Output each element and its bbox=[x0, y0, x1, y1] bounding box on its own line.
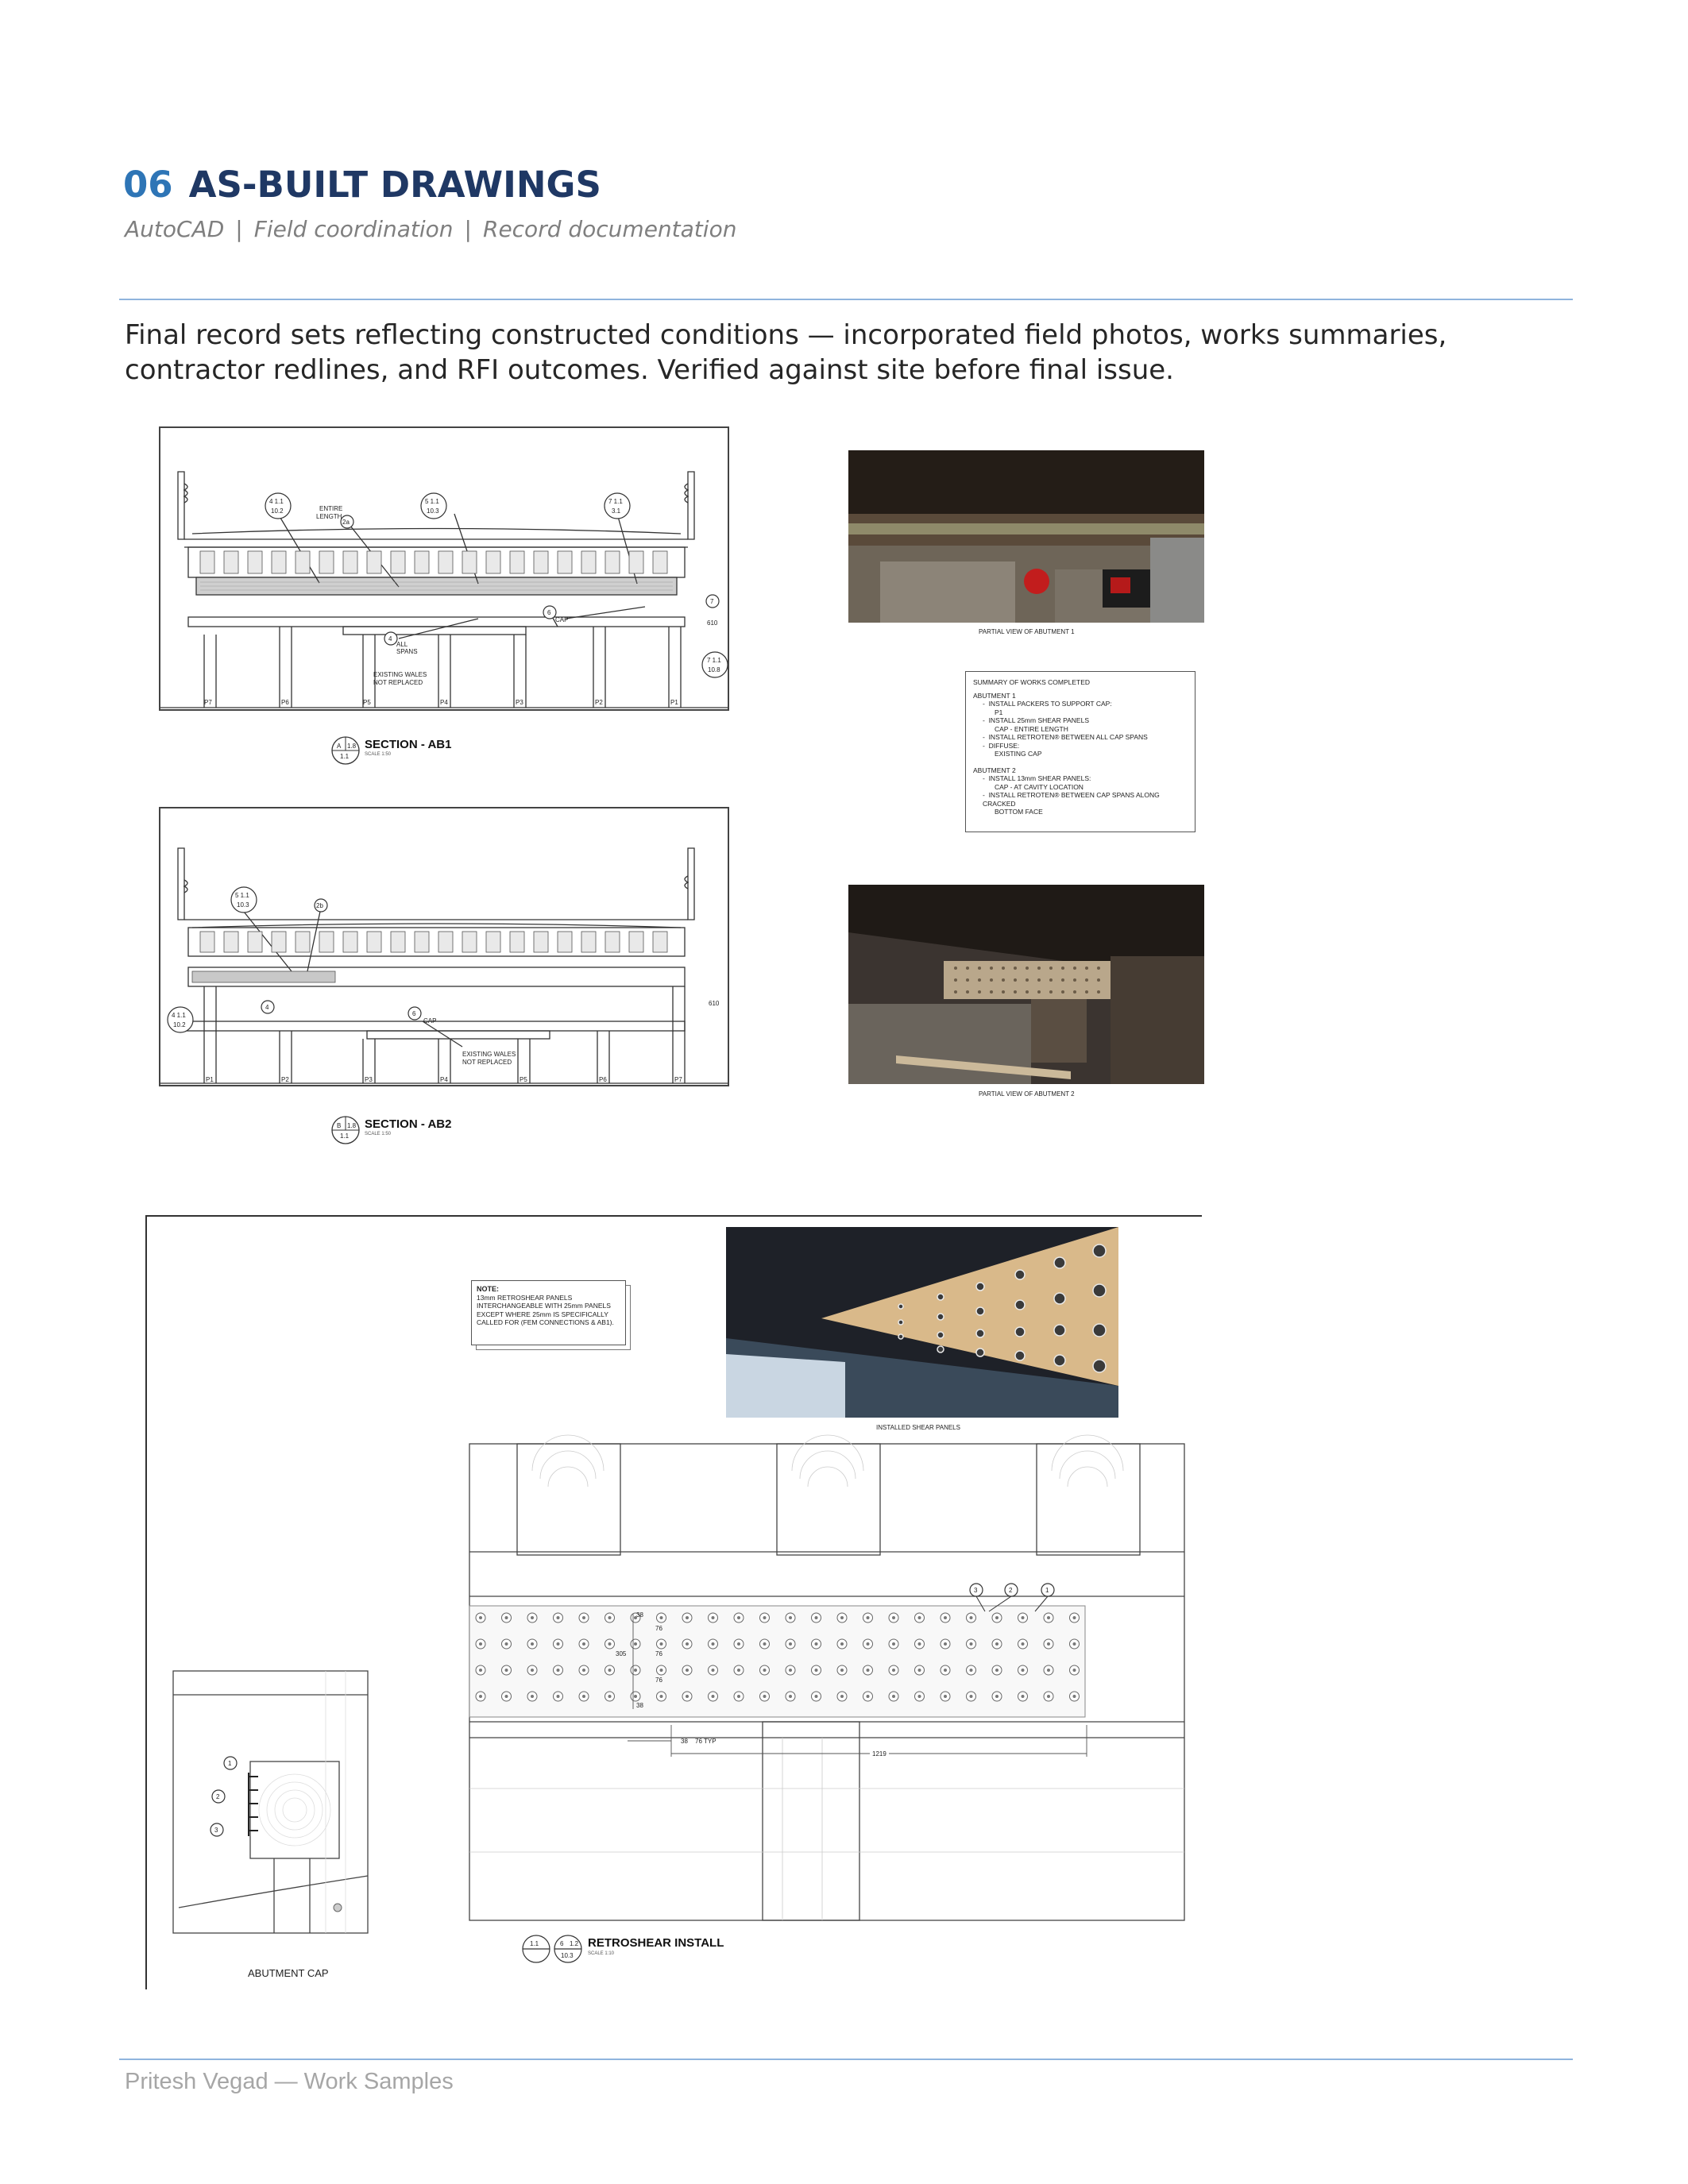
section-ab1-linework bbox=[160, 428, 729, 711]
works-ab1-l1: INSTALL PACKERS TO SUPPORT CAP: bbox=[988, 700, 1112, 708]
works-ab1-item: - INSTALL 25mm SHEAR PANELS bbox=[983, 716, 1089, 724]
bolt-center bbox=[737, 1616, 740, 1619]
bolt-center bbox=[582, 1642, 585, 1646]
bolt-center bbox=[970, 1695, 973, 1698]
dim-38: 38 bbox=[636, 1702, 643, 1709]
bolt-center bbox=[970, 1642, 973, 1646]
photo-installed-shear-panels bbox=[726, 1227, 1118, 1418]
note-heading: NOTE: bbox=[477, 1285, 499, 1293]
callout-2: 2 bbox=[1009, 1587, 1013, 1594]
balloon-4: 4 bbox=[265, 1004, 269, 1011]
works-ab1-l3: INSTALL 25mm SHEAR PANELS bbox=[988, 716, 1089, 724]
photo-installed-shear-panels-image bbox=[726, 1227, 1118, 1418]
caption-installed-shear-panels: INSTALLED SHEAR PANELS bbox=[876, 1424, 960, 1431]
bolt-center bbox=[1047, 1642, 1050, 1646]
photo-abutment-2-image bbox=[848, 885, 1204, 1084]
dimension-610: 610 bbox=[707, 619, 718, 627]
ab1-ref-a: A bbox=[337, 743, 342, 750]
callout-wales-1: EXISTING WALES bbox=[462, 1051, 516, 1058]
bolt-center bbox=[686, 1695, 689, 1698]
works-ab1-item: - INSTALL RETROTEN® BETWEEN ALL CAP SPANS bbox=[983, 733, 1148, 741]
bolt-center bbox=[634, 1669, 637, 1672]
tag-autocad: AutoCAD bbox=[125, 216, 225, 242]
callout-all-spans-2: SPANS bbox=[396, 648, 418, 655]
bolt-center bbox=[608, 1616, 612, 1619]
section-ab2-title: SECTION - AB2 bbox=[365, 1117, 452, 1131]
bolt-center bbox=[944, 1669, 947, 1672]
bolt-center bbox=[763, 1669, 767, 1672]
retroshear-scale: SCALE 1:10 bbox=[588, 1951, 615, 1956]
works-ab1-item: - INSTALL PACKERS TO SUPPORT CAP: bbox=[983, 700, 1112, 708]
bolt-center bbox=[557, 1616, 560, 1619]
intro-paragraph: Final record sets reflecting constructed conditions — incorporated field photos, works summaries, contractor redlines, and RFI outcomes. Verified against site before final issue. bbox=[125, 319, 1447, 386]
retroshear-note-box bbox=[471, 1280, 626, 1345]
bolt-center bbox=[1047, 1695, 1050, 1698]
balloon-b1-top: 5 1.1 bbox=[235, 892, 249, 899]
bolt-center bbox=[634, 1695, 637, 1698]
bolt-center bbox=[582, 1695, 585, 1698]
bolt-center bbox=[479, 1616, 482, 1619]
bolt-center bbox=[789, 1642, 792, 1646]
callout-cap: CAP bbox=[555, 616, 569, 623]
balloon-b3-bot: 3.1 bbox=[612, 507, 621, 515]
footer-divider bbox=[119, 2059, 1573, 2060]
note-line-3: EXCEPT WHERE 25mm IS SPECIFICALLY bbox=[477, 1310, 608, 1318]
callout-3: 3 bbox=[974, 1587, 978, 1594]
bolt-center bbox=[1022, 1642, 1025, 1646]
bolt-center bbox=[815, 1616, 818, 1619]
bolt-center bbox=[995, 1642, 999, 1646]
tag-record-documentation: Record documentation bbox=[482, 216, 737, 242]
section-ab1-scale: SCALE 1:50 bbox=[365, 752, 392, 757]
callout-cap: CAP bbox=[423, 1017, 437, 1024]
balloon-b1-top: 4 1.1 bbox=[269, 498, 284, 505]
abutment-cap-label: ABUTMENT CAP bbox=[248, 1967, 329, 1979]
bolt-center bbox=[815, 1695, 818, 1698]
bolt-center bbox=[686, 1616, 689, 1619]
bolt-center bbox=[1022, 1669, 1025, 1672]
tag-separator: | bbox=[235, 216, 243, 242]
bolt-center bbox=[712, 1669, 715, 1672]
section-number: 06 bbox=[123, 164, 173, 206]
photo-abutment-1-image bbox=[848, 450, 1204, 623]
pier-label: P6 bbox=[599, 1076, 607, 1083]
bolt-center bbox=[531, 1642, 534, 1646]
bolt-center bbox=[840, 1695, 844, 1698]
works-ab2-l3: INSTALL RETROTEN® BETWEEN CAP SPANS ALONG CRACKED bbox=[983, 791, 1160, 808]
section-ab2-drawing bbox=[159, 807, 729, 1086]
bolt-center bbox=[582, 1616, 585, 1619]
balloon-b2-top: 4 1.1 bbox=[172, 1012, 186, 1019]
retroshear-title: RETROSHEAR INSTALL bbox=[588, 1936, 724, 1950]
ab1-ref-c: 1.1 bbox=[340, 753, 350, 760]
section-ab2-title-block bbox=[330, 1114, 489, 1146]
pier-label: P4 bbox=[440, 1076, 448, 1083]
pier-label: P2 bbox=[281, 1076, 289, 1083]
works-ab1-heading: ABUTMENT 1 bbox=[973, 691, 1016, 700]
balloon-6: 6 bbox=[412, 1010, 416, 1017]
works-ab2-heading: ABUTMENT 2 bbox=[973, 766, 1016, 774]
works-ab2-item: - INSTALL 13mm SHEAR PANELS: bbox=[983, 774, 1091, 782]
retro-ref-b: 6 bbox=[560, 1940, 564, 1947]
detail-callout-2: 2 bbox=[216, 1793, 220, 1800]
bolt-center bbox=[995, 1695, 999, 1698]
ab2-ref-b: 1.8 bbox=[347, 1122, 357, 1129]
bolt-center bbox=[892, 1695, 895, 1698]
section-ab1-drawing bbox=[159, 426, 729, 711]
pier-label: P1 bbox=[670, 699, 678, 706]
bolt-center bbox=[763, 1695, 767, 1698]
bolt-center bbox=[479, 1669, 482, 1672]
dim-76-typ: 76 TYP bbox=[695, 1738, 717, 1745]
bolt-center bbox=[892, 1616, 895, 1619]
balloon-b2-top: 5 1.1 bbox=[425, 498, 439, 505]
bolt-center bbox=[944, 1616, 947, 1619]
bolt-center bbox=[815, 1669, 818, 1672]
bolt-center bbox=[505, 1669, 508, 1672]
bolt-center bbox=[892, 1642, 895, 1646]
ab2-ref-a: B bbox=[337, 1122, 342, 1129]
caption-abutment-1: PARTIAL VIEW OF ABUTMENT 1 bbox=[979, 628, 1075, 635]
callout-wales-2: NOT REPLACED bbox=[462, 1059, 512, 1066]
caption-abutment-2: PARTIAL VIEW OF ABUTMENT 2 bbox=[979, 1090, 1075, 1098]
bolt-center bbox=[815, 1642, 818, 1646]
bolt-center bbox=[1073, 1616, 1076, 1619]
bolt-center bbox=[712, 1642, 715, 1646]
section-ab2-scale: SCALE 1:50 bbox=[365, 1132, 392, 1136]
works-ab2-l1: INSTALL 13mm SHEAR PANELS: bbox=[988, 774, 1091, 782]
bolt-center bbox=[737, 1642, 740, 1646]
bolt-center bbox=[763, 1642, 767, 1646]
bolt-center bbox=[686, 1669, 689, 1672]
dim-76: 76 bbox=[655, 1625, 662, 1632]
bolt-center bbox=[634, 1642, 637, 1646]
balloon-b2-bot: 10.2 bbox=[173, 1021, 186, 1028]
balloon-b4-top: 7 1.1 bbox=[707, 657, 721, 664]
bolt-center bbox=[737, 1669, 740, 1672]
retro-ref-a: 1.1 bbox=[530, 1940, 539, 1947]
bolt-center bbox=[1073, 1669, 1076, 1672]
bolt-center bbox=[867, 1669, 870, 1672]
callout-wales-2: NOT REPLACED bbox=[373, 679, 423, 686]
bolt-center bbox=[789, 1695, 792, 1698]
bolt-center bbox=[867, 1642, 870, 1646]
balloon-4: 4 bbox=[388, 635, 392, 642]
bolt-center bbox=[1022, 1695, 1025, 1698]
dim-305: 305 bbox=[616, 1650, 627, 1657]
bolt-center bbox=[840, 1616, 844, 1619]
bolt-center bbox=[557, 1669, 560, 1672]
page-title bbox=[123, 163, 601, 207]
balloon-6: 6 bbox=[547, 609, 551, 616]
section-ab1-title-balloon bbox=[330, 735, 365, 766]
bolt-center bbox=[660, 1695, 663, 1698]
bolt-center bbox=[737, 1695, 740, 1698]
bolt-center bbox=[763, 1616, 767, 1619]
spacer bbox=[973, 758, 1188, 766]
callout-entire-length-2: LENGTH bbox=[316, 513, 342, 520]
works-ab2-l2: CAP - AT CAVITY LOCATION bbox=[995, 782, 1083, 791]
bolt-center bbox=[918, 1669, 921, 1672]
bolt-center bbox=[660, 1669, 663, 1672]
balloon-2a: 2a bbox=[342, 519, 350, 526]
callout-entire-length: ENTIRE bbox=[319, 505, 343, 512]
bolt-center bbox=[582, 1669, 585, 1672]
bolt-center bbox=[918, 1616, 921, 1619]
bolt-center bbox=[892, 1669, 895, 1672]
dim-76: 76 bbox=[655, 1650, 662, 1657]
bolt-center bbox=[531, 1669, 534, 1672]
bolt-center bbox=[660, 1642, 663, 1646]
section-ab1-title-block bbox=[330, 735, 489, 766]
photo-abutment-1 bbox=[848, 450, 1204, 623]
retro-ref-d: 10.3 bbox=[561, 1952, 574, 1959]
works-ab1-l2: P1 bbox=[995, 708, 1003, 716]
note-line-1: 13mm RETROSHEAR PANELS bbox=[477, 1293, 573, 1302]
note-line-2: INTERCHANGEABLE WITH 25mm PANELS bbox=[477, 1302, 611, 1310]
bolt-center bbox=[479, 1642, 482, 1646]
bolt-center bbox=[686, 1642, 689, 1646]
section-ab1-title: SECTION - AB1 bbox=[365, 738, 452, 751]
footer-text: Pritesh Vegad — Work Samples bbox=[125, 2069, 454, 2094]
bolt-center bbox=[505, 1642, 508, 1646]
bolt-center bbox=[557, 1695, 560, 1698]
bolt-center bbox=[712, 1695, 715, 1698]
bolt-center bbox=[789, 1669, 792, 1672]
tag-separator: | bbox=[464, 216, 472, 242]
works-ab2-l4: BOTTOM FACE bbox=[995, 808, 1043, 816]
works-summary-title: SUMMARY OF WORKS COMPLETED bbox=[973, 678, 1091, 686]
bolt-center bbox=[1073, 1695, 1076, 1698]
works-ab1-l5: INSTALL RETROTEN® BETWEEN ALL CAP SPANS bbox=[988, 733, 1148, 741]
bolt-center bbox=[1047, 1669, 1050, 1672]
header-divider bbox=[119, 299, 1573, 300]
works-ab1-item: - DIFFUSE: bbox=[983, 741, 1020, 750]
bolt-center bbox=[608, 1642, 612, 1646]
pier-label: P7 bbox=[674, 1076, 682, 1083]
bolt-center bbox=[1047, 1616, 1050, 1619]
bolt-center bbox=[505, 1616, 508, 1619]
bolt-center bbox=[944, 1642, 947, 1646]
retro-ref-c: 1.2 bbox=[570, 1940, 579, 1947]
works-ab1-l4: CAP - ENTIRE LENGTH bbox=[995, 724, 1068, 733]
bolt-center bbox=[970, 1669, 973, 1672]
pier-label: P7 bbox=[204, 699, 212, 706]
callout-1: 1 bbox=[1045, 1587, 1049, 1594]
note-line-4: CALLED FOR (FEM CONNECTIONS & AB1). bbox=[477, 1318, 614, 1326]
bolt-center bbox=[944, 1695, 947, 1698]
pier-label: P1 bbox=[206, 1076, 214, 1083]
bolt-center bbox=[660, 1616, 663, 1619]
bolt-center bbox=[608, 1695, 612, 1698]
pier-label: P5 bbox=[363, 699, 371, 706]
balloon-2b: 2b bbox=[316, 902, 323, 909]
works-ab1-l7: EXISTING CAP bbox=[995, 750, 1042, 758]
bolt-center bbox=[1073, 1642, 1076, 1646]
callout-wales-1: EXISTING WALES bbox=[373, 671, 427, 678]
bolt-center bbox=[918, 1642, 921, 1646]
bolt-center bbox=[789, 1616, 792, 1619]
balloon-7: 7 bbox=[710, 598, 714, 605]
subtitle-tags bbox=[125, 216, 736, 242]
bolt-center bbox=[479, 1695, 482, 1698]
bolt-center bbox=[995, 1616, 999, 1619]
pier-label: P3 bbox=[365, 1076, 373, 1083]
bolt-center bbox=[867, 1616, 870, 1619]
works-summary-box bbox=[965, 671, 1196, 832]
section-ab2-linework bbox=[160, 808, 729, 1086]
bolt-center bbox=[840, 1642, 844, 1646]
balloon-b3-top: 7 1.1 bbox=[608, 498, 623, 505]
bolt-center bbox=[1022, 1616, 1025, 1619]
dim-38: 38 bbox=[636, 1611, 643, 1619]
dim-38: 38 bbox=[681, 1738, 688, 1745]
pier-label: P5 bbox=[520, 1076, 527, 1083]
works-ab2-item: - INSTALL RETROTEN® BETWEEN CAP SPANS ALONG CRACKED bbox=[983, 791, 1160, 808]
bolt-center bbox=[712, 1616, 715, 1619]
detail-callout-3: 3 bbox=[214, 1827, 218, 1834]
bolt-center bbox=[531, 1616, 534, 1619]
pier-label: P6 bbox=[281, 699, 289, 706]
bolt-center bbox=[840, 1669, 844, 1672]
bolt-center bbox=[557, 1642, 560, 1646]
dim-1219: 1219 bbox=[870, 1750, 889, 1758]
pier-label: P4 bbox=[440, 699, 448, 706]
works-ab1-l6: DIFFUSE: bbox=[988, 741, 1020, 750]
dim-76: 76 bbox=[655, 1677, 662, 1684]
bolt-center bbox=[505, 1695, 508, 1698]
callout-all-spans: ALL bbox=[396, 641, 408, 648]
bolt-center bbox=[531, 1695, 534, 1698]
balloon-b2-bot: 10.3 bbox=[427, 507, 439, 515]
detail-callout-1: 1 bbox=[228, 1760, 232, 1767]
bolt-center bbox=[918, 1695, 921, 1698]
balloon-b1-bot: 10.2 bbox=[271, 507, 284, 515]
tag-field-coordination: Field coordination bbox=[253, 216, 454, 242]
section-ab2-title-balloon bbox=[330, 1114, 365, 1146]
balloon-b1-bot: 10.3 bbox=[237, 901, 249, 909]
pier-label: P2 bbox=[595, 699, 603, 706]
dimension-610: 610 bbox=[709, 1000, 720, 1007]
section-title: AS-BUILT DRAWINGS bbox=[188, 164, 601, 206]
photo-abutment-2 bbox=[848, 885, 1204, 1084]
bolt-center bbox=[608, 1669, 612, 1672]
ab2-ref-c: 1.1 bbox=[340, 1133, 350, 1140]
bolt-center bbox=[867, 1695, 870, 1698]
balloon-b4-bot: 10.8 bbox=[708, 666, 720, 673]
ab1-ref-b: 1.8 bbox=[347, 743, 357, 750]
bolt-center bbox=[995, 1669, 999, 1672]
pier-label: P3 bbox=[516, 699, 523, 706]
bolt-center bbox=[970, 1616, 973, 1619]
